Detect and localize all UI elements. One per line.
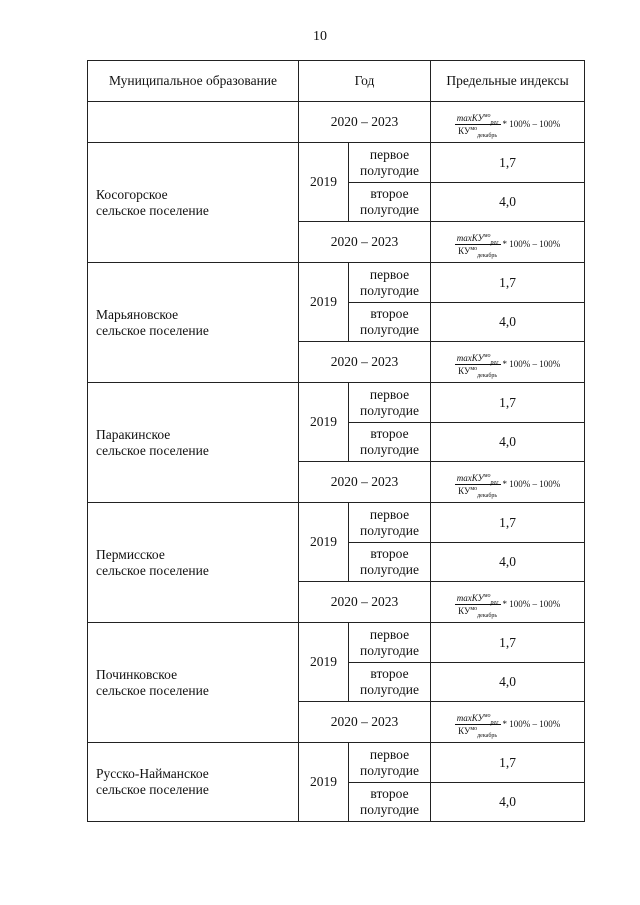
second-half-index: 4,0 [431,303,585,342]
year-cell: 2019 [299,743,349,822]
formula-tail: * 100% – 100% [502,359,561,369]
index-formula [455,712,561,739]
municipality-name-line2: сельское поселение [96,322,209,338]
second-half-label: второе полугодие [349,423,431,462]
formula-fraction [455,712,501,739]
first-half-label: первое полугодие [349,383,431,423]
page-number: 10 [313,29,327,44]
first-half-index: 1,7 [431,743,585,783]
index-formula [455,472,561,499]
first-half-label: первое полугодие [349,503,431,543]
formula-numerator: maxКУ$^{мо}_{рег}$ [456,472,499,486]
formula-fraction [455,232,501,259]
first-half-index: 1,7 [431,143,585,183]
formula-denominator: $КУ^{мо}_{декабрь}$ [458,365,498,379]
period-cell: 2020 – 2023 [299,582,431,623]
municipality-name [88,503,299,623]
year-cell: 2019 [299,623,349,702]
first-half-label: первое полугодие [349,143,431,183]
municipality-name [88,263,299,383]
limit-indices-table [87,60,585,822]
second-half-label: второе полугодие [349,783,431,822]
settlement-row-first-half [88,143,585,183]
formula-tail: * 100% – 100% [502,599,561,609]
formula-fraction [455,472,501,499]
year-cell: 2019 [299,383,349,462]
municipality-name [88,623,299,743]
header-limit-indices: Предельные индексы [431,61,585,102]
first-half-index: 1,7 [431,623,585,663]
municipality-name-line1: Русско-Найманское [96,766,209,781]
second-half-index: 4,0 [431,543,585,582]
first-half-label: первое полугодие [349,623,431,663]
period-cell: 2020 – 2023 [299,102,431,143]
index-formula [455,232,561,259]
formula-fraction [455,592,501,619]
municipality-name [88,143,299,263]
formula-tail: * 100% – 100% [502,479,561,489]
second-half-index: 4,0 [431,423,585,462]
period-cell: 2020 – 2023 [299,462,431,503]
formula-denominator: $КУ^{мо}_{декабрь}$ [458,605,498,619]
municipality-name-line2: сельское поселение [96,562,209,578]
formula-numerator: maxКУ$^{мо}_{рег}$ [456,712,499,726]
formula-tail: * 100% – 100% [502,239,561,249]
formula-denominator: $КУ^{мо}_{декабрь}$ [458,125,498,139]
formula-cell [431,342,585,383]
municipality-name-line1: Марьяновское [96,306,179,322]
settlement-row-first-half [88,623,585,663]
municipality-name-line2: сельское поселение [96,442,209,458]
second-half-index: 4,0 [431,783,585,822]
municipality-name-line1: Паракинское [96,426,171,442]
second-half-label: второе полугодие [349,663,431,702]
formula-numerator: maxКУ$^{мо}_{рег}$ [456,112,499,126]
year-cell: 2019 [299,263,349,342]
year-cell: 2019 [299,143,349,222]
year-cell: 2019 [299,503,349,582]
period-cell: 2020 – 2023 [299,702,431,743]
first-half-label: первое полугодие [349,263,431,303]
settlement-row-first-half [88,263,585,303]
header-row [88,61,585,102]
formula-numerator: maxКУ$^{мо}_{рег}$ [456,232,499,246]
period-cell: 2020 – 2023 [299,342,431,383]
first-half-label: первое полугодие [349,743,431,783]
formula-denominator: $КУ^{мо}_{декабрь}$ [458,245,498,259]
settlement-row-first-half [88,383,585,423]
settlement-row-first-half [88,503,585,543]
municipality-name [88,743,299,822]
second-half-label: второе полугодие [349,303,431,342]
second-half-index: 4,0 [431,183,585,222]
period-cell: 2020 – 2023 [299,222,431,263]
municipality-name-line2: сельское поселение [96,202,209,218]
second-half-label: второе полугодие [349,183,431,222]
formula-tail: * 100% – 100% [502,119,561,129]
formula-cell [431,102,585,143]
formula-denominator: $КУ^{мо}_{декабрь}$ [458,485,498,499]
header-year: Год [299,61,431,102]
municipality-name-line1: Починковское [96,666,178,682]
index-formula [455,112,561,139]
formula-cell [431,462,585,503]
municipality-name-line1: Косогорское [96,186,168,202]
index-formula [455,592,561,619]
formula-cell [431,702,585,743]
formula-tail: * 100% – 100% [502,719,561,729]
formula-cell [431,222,585,263]
index-formula [455,352,561,379]
first-half-index: 1,7 [431,503,585,543]
formula-cell [431,582,585,623]
top-period-row [88,102,585,143]
municipality-name-line1: Пермисское [96,546,165,562]
second-half-label: второе полугодие [349,543,431,582]
municipality-name-line2: сельское поселение [96,682,209,698]
second-half-index: 4,0 [431,663,585,702]
formula-numerator: maxКУ$^{мо}_{рег}$ [456,592,499,606]
formula-fraction [455,352,501,379]
settlement-row-first-half [88,743,585,783]
formula-denominator: $КУ^{мо}_{декабрь}$ [458,725,498,739]
first-half-index: 1,7 [431,383,585,423]
empty-cell [88,102,299,143]
header-municipality: Муниципальное образование [88,61,299,102]
formula-numerator: maxКУ$^{мо}_{рег}$ [456,352,499,366]
first-half-index: 1,7 [431,263,585,303]
municipality-name [88,383,299,503]
municipality-name-line2: сельское поселение [96,782,209,797]
formula-fraction [455,112,501,139]
